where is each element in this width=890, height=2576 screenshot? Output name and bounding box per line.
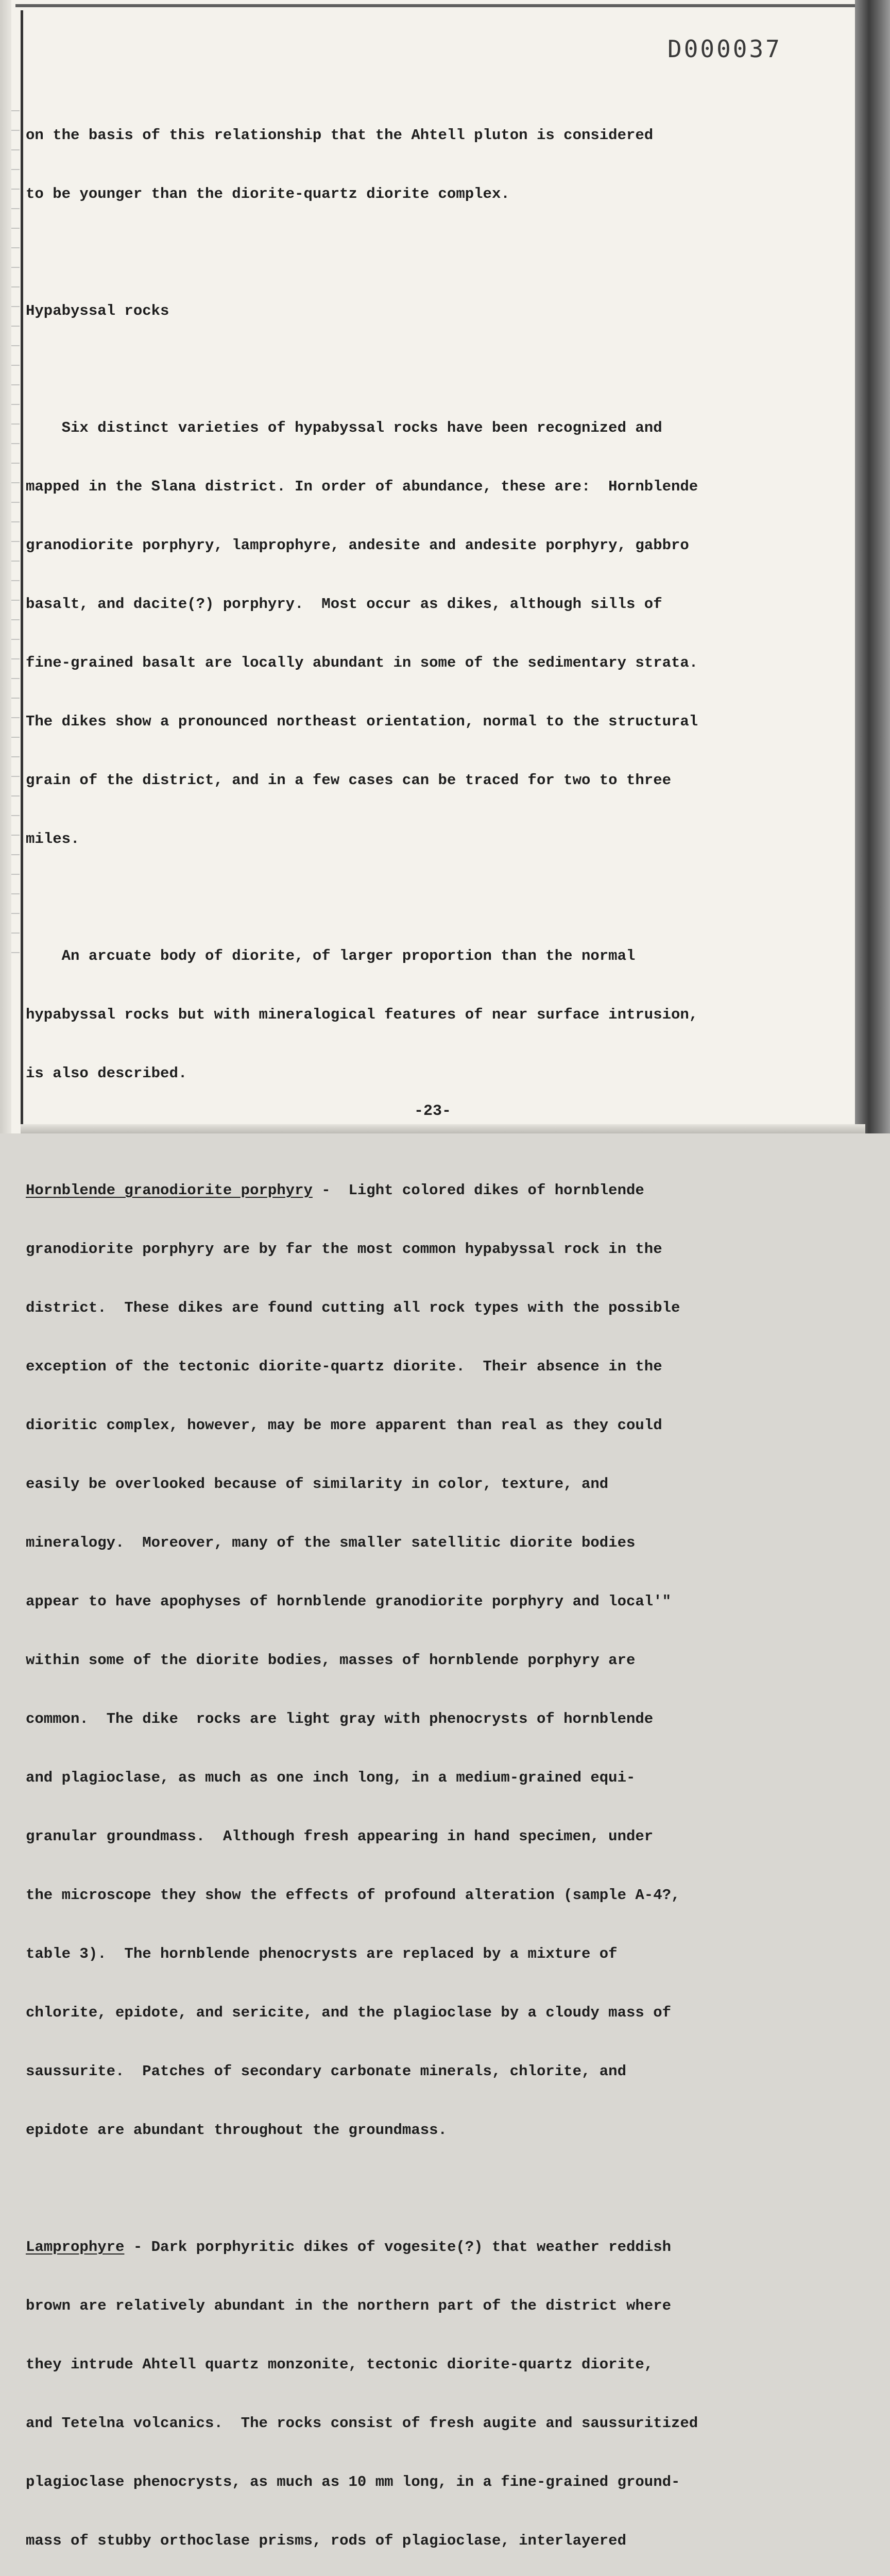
text-line: fine-grained basalt are locally abundant in some of the sedimentary strata. [26, 654, 698, 671]
scan-left-margin [0, 0, 11, 1133]
text-line: district. These dikes are found cutting all rock types with the possible [26, 1299, 680, 1316]
text-line: mass of stubby orthoclase prisms, rods of plagioclase, interlayered [26, 2532, 626, 2549]
scan-right-edge [855, 0, 890, 1133]
text-line: to be younger than the diorite-quartz diorite complex. [26, 185, 510, 202]
text-line: Six distinct varieties of hypabyssal rocks have been recognized and [26, 419, 662, 436]
binding-marks [11, 93, 20, 969]
text-line: epidote are abundant throughout the groundmass. [26, 2122, 447, 2139]
text-line: common. The dike rocks are light gray with phenocrysts of hornblende [26, 1710, 654, 1727]
text-line-rest: - Dark porphyritic dikes of vogesite(?) that weather reddish [124, 2239, 672, 2256]
text-line: and plagioclase, as much as one inch long, in a medium-grained equi- [26, 1769, 636, 1786]
paragraph-gap [26, 1123, 829, 1142]
text-line: miles. [26, 831, 80, 848]
text-line: granodiorite porphyry, lamprophyre, andesite and andesite porphyry, gabbro [26, 537, 689, 554]
document-id-stamp: D000037 [668, 35, 782, 63]
body-text [26, 87, 829, 2576]
text-line: chlorite, epidote, and sericite, and the plagioclase by a cloudy mass of [26, 2004, 672, 2021]
page-number: -23- [414, 1103, 451, 1120]
subsection-heading-hornblende: Hornblende granodiorite porphyry [26, 1182, 313, 1199]
text-line-rest: - Light colored dikes of hornblende [312, 1182, 644, 1199]
text-line [26, 2238, 829, 2257]
text-line: grain of the district, and in a few cases can be traced for two to three [26, 772, 672, 789]
text-line: and Tetelna volcanics. The rocks consist of fresh augite and saussuritized [26, 2415, 698, 2432]
text-line: is also described. [26, 1065, 187, 1082]
paragraph-gap [26, 888, 829, 907]
text-line: on the basis of this relationship that the Ahtell pluton is considered [26, 127, 654, 144]
text-line: mineralogy. Moreover, many of the smaller satellitic diorite bodies [26, 1534, 636, 1551]
text-line: An arcuate body of diorite, of larger proportion than the normal [26, 947, 636, 964]
paragraph-gap [26, 243, 829, 262]
text-line: basalt, and dacite(?) porphyry. Most occur as dikes, although sills of [26, 596, 662, 613]
text-line: The dikes show a pronounced northeast orientation, normal to the structural [26, 713, 698, 730]
text-line: table 3). The hornblende phenocrysts are replaced by a mixture of [26, 1945, 618, 1962]
text-line: saussurite. Patches of secondary carbonate minerals, chlorite, and [26, 2063, 626, 2080]
text-line: granular groundmass. Although fresh appearing in hand specimen, under [26, 1828, 654, 1845]
section-heading: Hypabyssal rocks [26, 302, 169, 319]
text-line: they intrude Ahtell quartz monzonite, tectonic diorite-quartz diorite, [26, 2356, 654, 2373]
text-line: hypabyssal rocks but with mineralogical features of near surface intrusion, [26, 1006, 698, 1023]
paragraph-gap [26, 2179, 829, 2198]
text-line: the microscope they show the effects of profound alteration (sample A-4?, [26, 1887, 680, 1904]
text-line: mapped in the Slana district. In order of abundance, these are: Hornblende [26, 478, 698, 495]
paragraph-gap [26, 360, 829, 379]
scan-left-edge [21, 10, 23, 1128]
text-line: appear to have apophyses of hornblende granodiorite porphyry and local'" [26, 1593, 672, 1610]
text-line: granodiorite porphyry are by far the most common hypabyssal rock in the [26, 1241, 662, 1258]
scan-top-edge [15, 4, 860, 7]
text-line: exception of the tectonic diorite-quartz diorite. Their absence in the [26, 1358, 662, 1375]
text-line [26, 1181, 829, 1200]
subsection-heading-lamprophyre: Lamprophyre [26, 2239, 125, 2256]
text-line: within some of the diorite bodies, masses of hornblende porphyry are [26, 1652, 636, 1669]
text-line: brown are relatively abundant in the northern part of the district where [26, 2297, 672, 2314]
text-line: dioritic complex, however, may be more apparent than real as they could [26, 1417, 662, 1434]
text-line: easily be overlooked because of similarity in color, texture, and [26, 1476, 609, 1493]
text-line: plagioclase phenocrysts, as much as 10 mm long, in a fine-grained ground- [26, 2473, 680, 2490]
